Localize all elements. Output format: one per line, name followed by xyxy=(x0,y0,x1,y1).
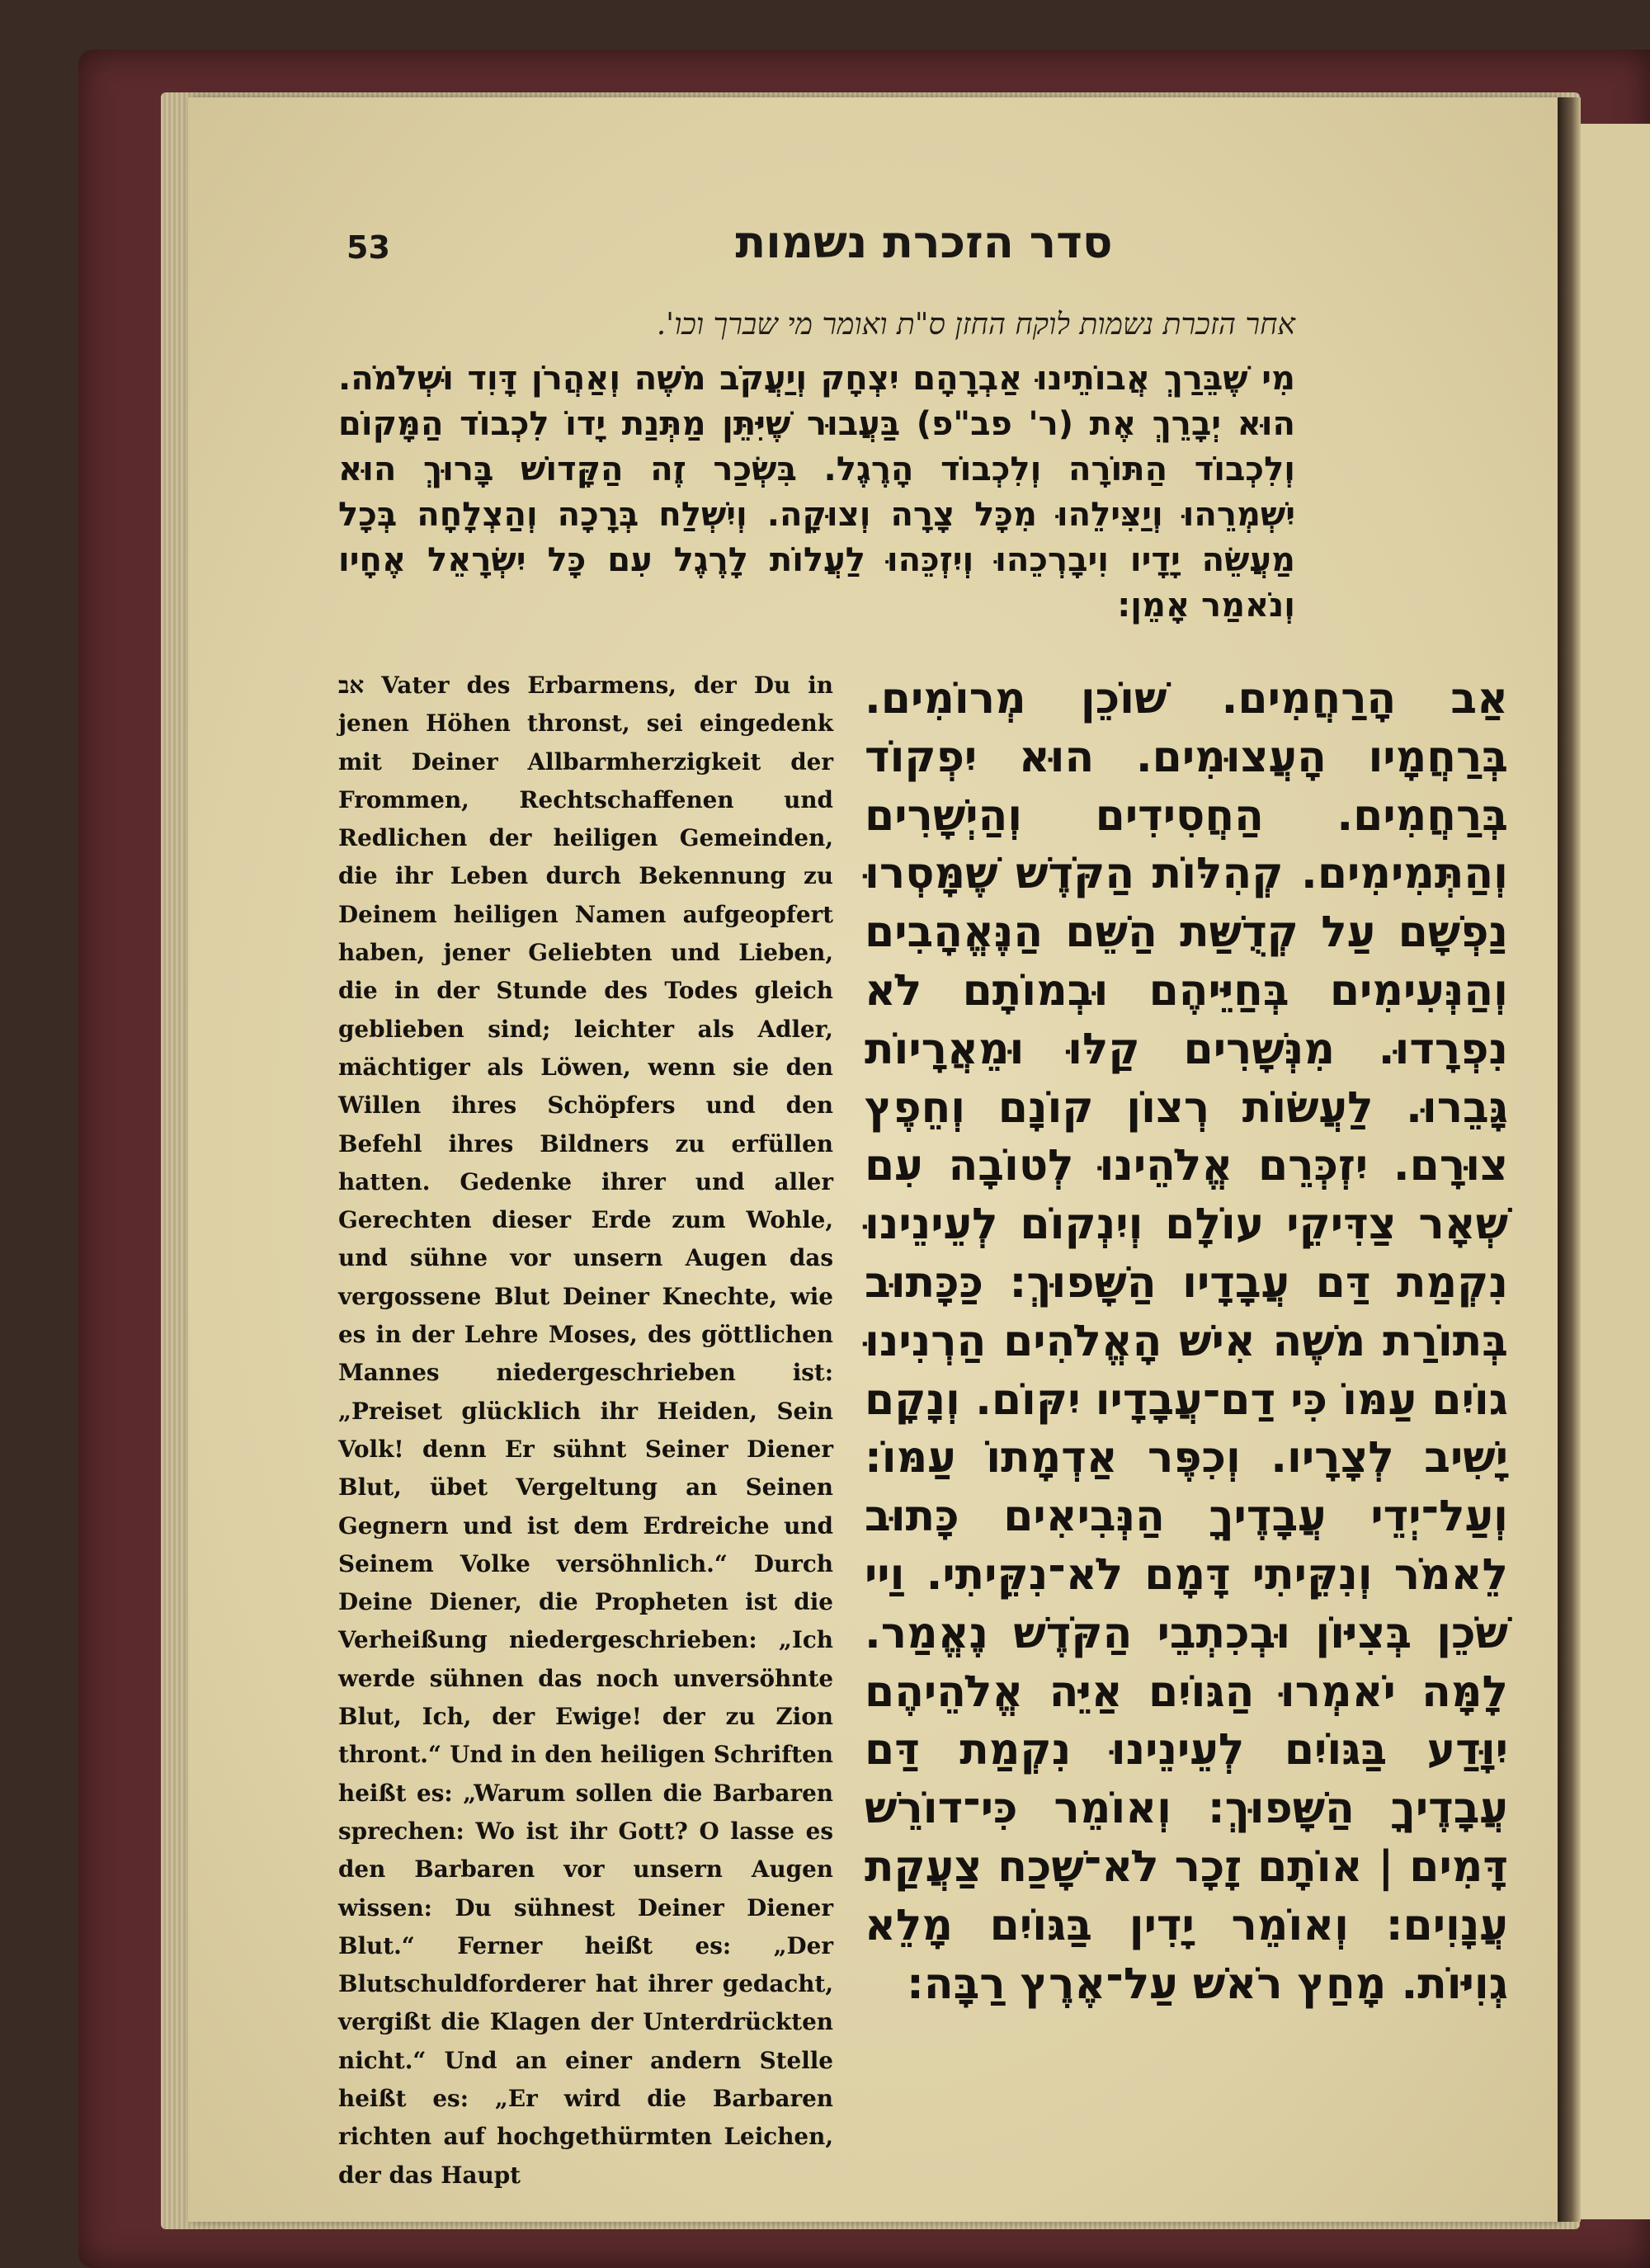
page-title: סדר הזכרת נשמות xyxy=(735,216,1113,268)
mi-sheberach-paragraph: מִי שֶׁבֵּרַךְ אֲבוֹתֵינוּ אַבְרָהָם יִצְחָק וְיַעֲקֹב מֹשֶׁה וְאַהֲרֹן דָּוִד וּשְׁלֹמֹה. הוּא יְבָרֵךְ אֶת (ר' פב"פ) בַּעֲבוּר שֶׁיִּתֵּן מַתְּנַת יָדוֹ לִכְבוֹד הַמָּקוֹם וְלִכְבוֹד הַתּוֹרָה וְלִכְבוֹד הָרֶגֶל. בִּשְׂכַר זֶה הַקָּדוֹשׁ בָּרוּךְ הוּא יִשְׁמְרֵהוּ וְיַצִּילֵהוּ מִכָּל צָרָה וְצוּקָה. וְיִשְׁלַח בְּרָכָה וְהַצְלָחָה בְּכָל מַעֲשֵׂה יָדָיו וִיבָרְכֵהוּ וְיִזְכֵּהוּ לַעֲלוֹת לָרֶגֶל עִם כָּל יִשְׂרָאֵל אֶחָיו וְנֹאמַר אָמֵן: xyxy=(338,360,1295,625)
page-number: 53 xyxy=(346,229,390,266)
next-page-edge xyxy=(1581,124,1650,2219)
book-gutter xyxy=(1558,97,1581,2222)
german-translation-column: אב Vater des Erbarmens, der Du in jenen Höhen thronst, sei eingedenk mit Deiner Allbarmherzigkeit der Frommen, Rechtschaffenen und Redlichen der heiligen Gemeinden, die ihr Leben durch Bekennung zu Deinem heiligen Namen aufgeopfert haben, jener Geliebten und Lieben, die in der Stunde des Todes gleich geblieben sind; leichter als Adler, mächtiger als Löwen, wenn sie den Willen ihres Schöpfers und den Befehl ihres Bildners zu erfüllen hatten. Gedenke ihrer und aller Gerechten dieser Erde zum Wohle, und sühne vor unsern Augen das vergossene Blut Deiner Knechte, wie es in der Lehre Moses, des göttlichen Mannes niedergeschrieben ist: „Preiset glücklich ihr Heiden, Sein Volk! denn Er sühnt Seiner Diener Blut, übet Vergeltung an Seinen Gegnern und ist dem Erdreiche und Seinem Volke versöhnlich.“ Durch Deine Diener, die Propheten ist die Verheißung niedergeschrieben: „Ich werde sühnen das noch unversöhnte Blut, Ich, der Ewige! der zu Zion thront.“ Und in den heiligen Schriften heißt es: „Warum sollen die Barbaren sprechen: Wo ist ihr Gott? O lasse es den Barbaren vor unsern Augen wissen: Du sühnest Deiner Diener Blut.“ Ferner heißt es: „Der Blutschuldforderer hat ihrer gedacht, vergißt die Klagen der Unterdrückten nicht.“ Und an einer andern Stelle heißt es: „Er wird die Barbaren richten auf hochgethürmten Leichen, der das Haupt xyxy=(338,672,833,2189)
hebrew-prayer-column: אַב הָרַחֲמִים. שׁוֹכֵן מְרוֹמִים. בְּרַחֲמָיו הָעֲצוּמִים. הוּא יִפְקוֹד בְּרַחֲמִים. הַחֲסִידִים וְהַיְשָׁרִים וְהַתְּמִימִים. קְהִלּוֹת הַקֹּדֶשׁ שֶׁמָּסְרוּ נַפְשָׁם עַל קְדֻשַּׁת הַשֵּׁם הַנֶּאֱהָבִים וְהַנְּעִימִים בְּחַיֵּיהֶם וּבְמוֹתָם לֹא נִפְרָדוּ. מִנְּשָׁרִים קַלּוּ וּמֵאֲרָיוֹת גָּבֵרוּ. לַעֲשׂוֹת רְצוֹן קוֹנָם וְחֵפֶץ צוּרָם. יִזְכְּרֵם אֱלֹהֵינוּ לְטוֹבָה עִם שְׁאָר צַדִּיקֵי עוֹלָם וְיִנְקוֹם לְעֵינֵינוּ נִקְמַת דַּם עֲבָדָיו הַשָּׁפוּךְ: כַּכָּתוּב בְּתוֹרַת משֶׁה אִישׁ הָאֱלֹהִים הַרְנִינוּ גוֹיִם עַמּוֹ כִּי דַם־עֲבָדָיו יִקּוֹם. וְנָקָם יָשִׁיב לְצָרָיו. וְכִפֶּר אַדְמָתוֹ עַמּוֹ: וְעַל־יְדֵי עֲבָדֶיךָ הַנְּבִיאִים כָּתוּב לֵאמֹר וְנִקֵּיתִי דָּמָם לֹא־נִקֵּיתִי. וַיי שֹׁכֵן בְּצִיּוֹן וּבְכִתְבֵי הַקֹּדֶשׁ נֶאֱמַר. לָמָּה יֹאמְרוּ הַגּוֹיִם אַיֵּה אֱלֹהֵיהֶם יִוָּדַע בַּגּוֹיִם לְעֵינֵינוּ נִקְמַת דַּם עֲבָדֶיךָ הַשָּׁפוּךְ: וְאוֹמֵר כִּי־דוֹרֵשׁ דָּמִים | אוֹתָם זָכָר לֹא־שָׁכַח צַעֲקַת עֲנָוִים: וְאוֹמֵר יָדִין בַּגּוֹיִם מָלֵא גְוִיּוֹת. מָחַץ רֹאשׁ עַל־אֶרֶץ רַבָּה: xyxy=(865,674,1508,2009)
instruction-text: אחר הזכרת נשמות לוקח החזן ס"ת ואומר מי שברך וכו'. xyxy=(656,308,1295,342)
